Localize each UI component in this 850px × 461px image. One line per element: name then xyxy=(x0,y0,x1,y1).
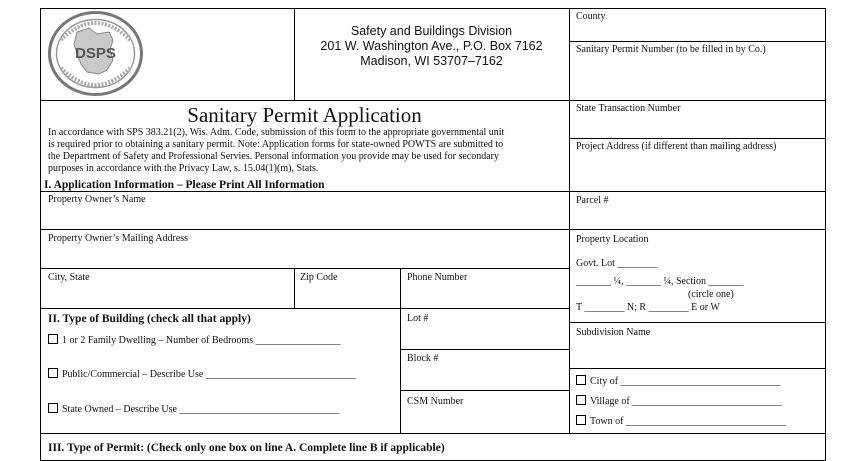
form-border-right xyxy=(825,8,826,460)
right-rule-2 xyxy=(569,100,826,101)
owner-name-field[interactable] xyxy=(41,206,568,228)
owner-name-label: Property Owner’s Name xyxy=(48,194,146,205)
family-dwelling-label: 1 or 2 Family Dwelling – Number of Bedrooms _________________ xyxy=(62,335,341,346)
public-commercial-option[interactable] xyxy=(48,368,356,381)
state-owned-label: State Owned – Describe Use ________________________________ xyxy=(62,404,340,415)
parcel-field[interactable] xyxy=(570,207,825,228)
state-transaction-field[interactable] xyxy=(570,115,825,137)
svg-text:DSPS: DSPS xyxy=(75,45,116,62)
sanitary-permit-number-field[interactable] xyxy=(570,56,825,99)
village-of-label: Village of ______________________________ xyxy=(590,396,783,407)
owner-name-rule xyxy=(40,229,569,230)
govt-lot-field[interactable]: Govt. Lot ________ xyxy=(576,258,658,269)
village-of-option[interactable] xyxy=(576,395,782,408)
parcel-label: Parcel # xyxy=(576,195,609,206)
right-rule-7 xyxy=(569,368,826,369)
mailing-address-field[interactable] xyxy=(41,245,568,267)
state-owned-option[interactable] xyxy=(48,403,339,416)
mailing-address-label: Property Owner’s Mailing Address xyxy=(48,233,189,244)
town-of-label: Town of ________________________________ xyxy=(590,416,786,427)
family-dwelling-checkbox[interactable] xyxy=(48,334,58,344)
header-bottom-rule xyxy=(40,100,569,101)
county-label: County xyxy=(576,11,606,22)
sanitary-permit-number-label: Sanitary Permit Number (to be filled in by Co.) xyxy=(576,44,766,55)
public-commercial-checkbox[interactable] xyxy=(48,368,58,378)
block-field[interactable] xyxy=(401,365,568,389)
city-state-label: City, State xyxy=(48,272,90,283)
city-of-label: City of ________________________________ xyxy=(590,376,781,387)
csm-number-field[interactable] xyxy=(401,408,568,432)
right-rule-6 xyxy=(569,322,826,323)
right-rule-1 xyxy=(569,41,826,42)
division-address-line1: 201 W. Washington Ave., P.O. Box 7162 xyxy=(320,39,543,53)
intro-line-4: purposes in accordance with the Privacy Law, s. 15.04(1)(m), Stats. xyxy=(48,163,319,174)
intro-line-2: is required prior to obtaining a sanitary permit. Note: Application forms for state-owned POWTS are submitted to xyxy=(48,139,504,150)
lot-label: Lot # xyxy=(407,313,429,324)
quarter-section-field[interactable]: _______ ¼, _______ ¼, Section _______ xyxy=(576,276,744,287)
subdivision-name-field[interactable] xyxy=(570,339,825,367)
circle-one-note: (circle one) xyxy=(688,289,734,300)
csm-number-label: CSM Number xyxy=(407,396,464,407)
city-state-field[interactable] xyxy=(41,284,293,307)
project-address-field[interactable] xyxy=(570,153,825,190)
property-location-label: Property Location xyxy=(576,234,649,245)
township-range-field[interactable]: T ________ N; R ________ E or W xyxy=(576,302,720,313)
public-commercial-label: Public/Commercial – Describe Use ______________________________ xyxy=(62,369,356,380)
right-rule-3 xyxy=(569,138,826,139)
section3-rule xyxy=(40,433,826,434)
phone-number-field[interactable] xyxy=(401,284,568,307)
county-field[interactable] xyxy=(570,22,825,40)
section2-heading: II. Type of Building (check all that apply) xyxy=(48,313,251,325)
section1-rule xyxy=(40,191,569,192)
block-rule xyxy=(400,390,569,391)
town-of-checkbox[interactable] xyxy=(576,415,586,425)
right-rule-4 xyxy=(569,191,826,192)
zip-code-label: Zip Code xyxy=(300,272,338,283)
zip-code-field[interactable] xyxy=(295,284,399,307)
city-row-rule xyxy=(40,308,569,309)
state-owned-checkbox[interactable] xyxy=(48,403,58,413)
town-of-option[interactable] xyxy=(576,415,786,428)
city-of-checkbox[interactable] xyxy=(576,375,586,385)
lot-field[interactable] xyxy=(401,325,568,348)
project-address-label: Project Address (if different than mailing address) xyxy=(576,141,777,152)
section1-heading: I. Application Information – Please Print All Information xyxy=(44,179,325,191)
form-border-left xyxy=(40,8,41,460)
family-dwelling-option[interactable] xyxy=(48,334,341,347)
intro-line-3: the Department of Safety and Professional Servies. Personal information you provide may be used for secondary xyxy=(48,151,499,162)
village-of-checkbox[interactable] xyxy=(576,395,586,405)
intro-line-1: In accordance with SPS 383.21(2), Wis. Adm. Code, submission of this form to the appropriate governmental unit xyxy=(48,127,505,138)
form-border-top xyxy=(40,8,826,9)
city-of-option[interactable] xyxy=(576,375,781,388)
division-address-line2: Madison, WI 53707–7162 xyxy=(360,54,503,68)
division-name: Safety and Buildings Division xyxy=(350,24,513,38)
section3-heading: III. Type of Permit: (Check only one box on line A. Complete line B if applicable) xyxy=(48,442,445,454)
right-rule-5 xyxy=(569,229,826,230)
block-label: Block # xyxy=(407,353,439,364)
mailing-address-rule xyxy=(40,268,569,269)
phone-number-label: Phone Number xyxy=(407,272,468,283)
state-transaction-label: State Transaction Number xyxy=(576,103,681,114)
lot-rule xyxy=(400,349,569,350)
dsps-seal-logo xyxy=(47,10,144,97)
subdivision-name-label: Subdivision Name xyxy=(576,327,651,338)
form-title: Sanitary Permit Application xyxy=(187,103,422,127)
